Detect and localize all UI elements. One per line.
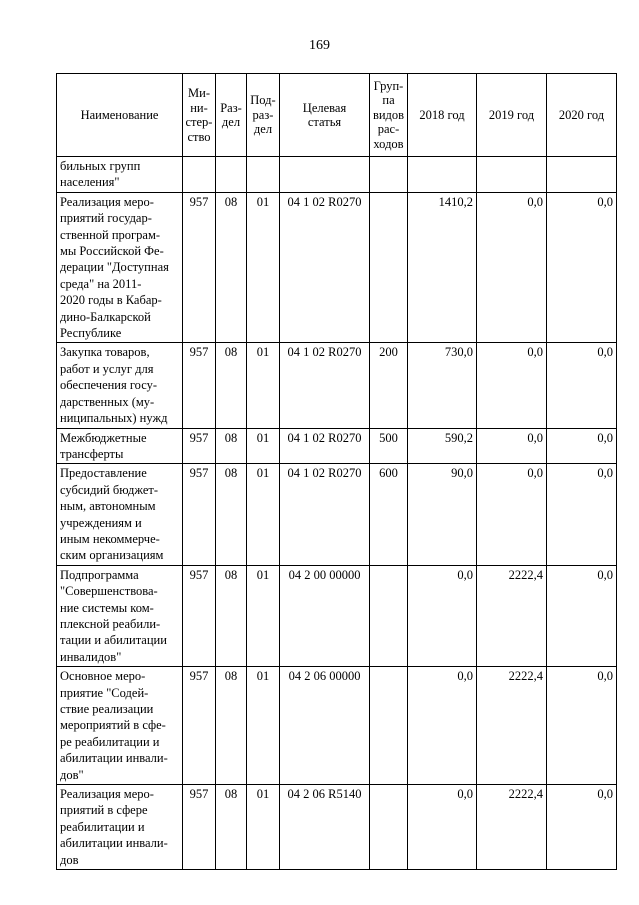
cell-y2019: 0,0: [477, 428, 547, 464]
cell-name: Предоставление субсидий бюджет- ным, автономным учреждениям и иным некоммерче- ским организациям: [57, 464, 183, 565]
header-subsection: Под- раз- дел: [247, 74, 280, 157]
cell-ministry: [183, 157, 216, 193]
cell-target: 04 1 02 R0270: [280, 464, 370, 565]
cell-target: [280, 157, 370, 193]
cell-ministry: 957: [183, 464, 216, 565]
cell-name: Реализация меро- приятий государ- ственной програм- мы Российской Фе- дерации "Доступная среда" на 2011- 2020 годы в Кабар- дино-Балкарской Республике: [57, 192, 183, 343]
table-row: [57, 785, 617, 870]
cell-name: Межбюджетные трансферты: [57, 428, 183, 464]
table-row: [57, 157, 617, 193]
cell-y2018: 90,0: [408, 464, 477, 565]
cell-ministry: 957: [183, 667, 216, 785]
cell-target: 04 1 02 R0270: [280, 343, 370, 428]
cell-y2019: 0,0: [477, 343, 547, 428]
cell-y2020: 0,0: [547, 667, 617, 785]
cell-section: 08: [216, 667, 247, 785]
cell-y2018: 730,0: [408, 343, 477, 428]
table-row: [57, 464, 617, 565]
cell-name: Подпрограмма "Совершенствова- ние системы ком- плексной реабили- тации и абилитации инвалидов": [57, 565, 183, 666]
cell-y2018: [408, 157, 477, 193]
table-header-row: [57, 74, 617, 157]
cell-target: 04 2 06 R5140: [280, 785, 370, 870]
cell-y2019: 2222,4: [477, 667, 547, 785]
cell-group: [370, 565, 408, 666]
cell-target: 04 1 02 R0270: [280, 192, 370, 343]
cell-y2019: 0,0: [477, 192, 547, 343]
cell-group: [370, 667, 408, 785]
cell-y2018: 0,0: [408, 565, 477, 666]
cell-y2020: 0,0: [547, 428, 617, 464]
cell-subsection: 01: [247, 428, 280, 464]
budget-table: [56, 73, 617, 870]
cell-group: [370, 157, 408, 193]
table-row: [57, 343, 617, 428]
cell-name: Реализация меро- приятий в сфере реабилитации и абилитации инвали- дов: [57, 785, 183, 870]
table-row: [57, 667, 617, 785]
cell-y2020: 0,0: [547, 464, 617, 565]
cell-name: бильных групп населения": [57, 157, 183, 193]
cell-section: 08: [216, 785, 247, 870]
cell-y2018: 0,0: [408, 667, 477, 785]
cell-subsection: 01: [247, 565, 280, 666]
cell-y2019: 2222,4: [477, 785, 547, 870]
cell-y2018: 0,0: [408, 785, 477, 870]
cell-group: 600: [370, 464, 408, 565]
cell-target: 04 2 00 00000: [280, 565, 370, 666]
cell-y2020: [547, 157, 617, 193]
header-2019: 2019 год: [477, 74, 547, 157]
cell-group: [370, 192, 408, 343]
cell-y2018: 1410,2: [408, 192, 477, 343]
header-name: Наименование: [57, 74, 183, 157]
cell-y2018: 590,2: [408, 428, 477, 464]
cell-y2019: [477, 157, 547, 193]
cell-ministry: 957: [183, 343, 216, 428]
header-ministry: Ми- ни- стер- ство: [183, 74, 216, 157]
cell-target: 04 1 02 R0270: [280, 428, 370, 464]
cell-subsection: 01: [247, 667, 280, 785]
page-number: 169: [309, 38, 330, 53]
header-group: Груп- па видов рас- ходов: [370, 74, 408, 157]
cell-y2019: 2222,4: [477, 565, 547, 666]
table-body: [57, 157, 617, 870]
cell-y2020: 0,0: [547, 565, 617, 666]
cell-subsection: 01: [247, 785, 280, 870]
table-row: [57, 428, 617, 464]
cell-section: [216, 157, 247, 193]
cell-ministry: 957: [183, 785, 216, 870]
cell-group: 500: [370, 428, 408, 464]
cell-group: 200: [370, 343, 408, 428]
cell-subsection: 01: [247, 464, 280, 565]
cell-subsection: 01: [247, 192, 280, 343]
cell-ministry: 957: [183, 565, 216, 666]
cell-y2020: 0,0: [547, 785, 617, 870]
table-row: [57, 565, 617, 666]
cell-y2019: 0,0: [477, 464, 547, 565]
cell-target: 04 2 06 00000: [280, 667, 370, 785]
cell-group: [370, 785, 408, 870]
cell-ministry: 957: [183, 428, 216, 464]
cell-section: 08: [216, 192, 247, 343]
cell-section: 08: [216, 464, 247, 565]
header-2018: 2018 год: [408, 74, 477, 157]
cell-name: Основное меро- приятие "Содей- ствие реализации мероприятий в сфе- ре реабилитации и абилитации инвали- дов": [57, 667, 183, 785]
cell-section: 08: [216, 428, 247, 464]
cell-name: Закупка товаров, работ и услуг для обеспечения госу- дарственных (му- ниципальных) нужд: [57, 343, 183, 428]
cell-subsection: [247, 157, 280, 193]
cell-ministry: 957: [183, 192, 216, 343]
cell-section: 08: [216, 565, 247, 666]
cell-y2020: 0,0: [547, 192, 617, 343]
table-row: [57, 192, 617, 343]
header-2020: 2020 год: [547, 74, 617, 157]
header-target: Целевая статья: [280, 74, 370, 157]
cell-y2020: 0,0: [547, 343, 617, 428]
cell-subsection: 01: [247, 343, 280, 428]
header-section: Раз- дел: [216, 74, 247, 157]
cell-section: 08: [216, 343, 247, 428]
